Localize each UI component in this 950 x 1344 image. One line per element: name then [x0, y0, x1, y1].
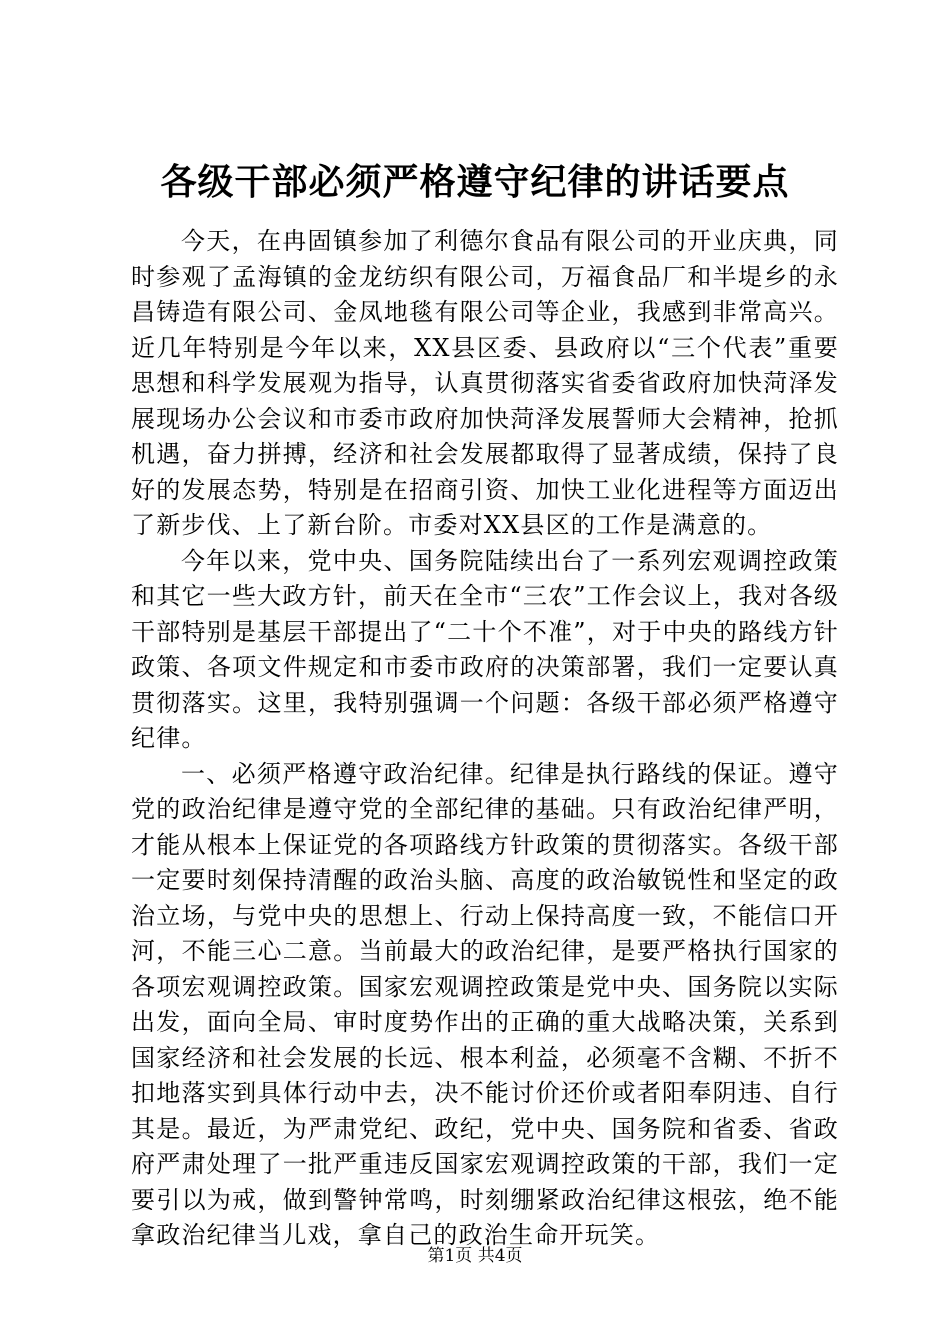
- paragraph-1: 今天，在冉固镇参加了利德尔食品有限公司的开业庆典，同时参观了孟海镇的金龙纺织有限公司，万福食品厂和半堤乡的永昌铸造有限公司、金凤地毯有限公司等企业，我感到非常高兴。近几年特别是今年以来，XX县区委、县政府以“三个代表”重要思想和科学发展观为指导，认真贯彻落实省委省政府加快菏泽发展现场办公会议和市委市政府加快菏泽发展誓师大会精神，抢抓机遇，奋力拼搏，经济和社会发展都取得了显著成绩，保持了良好的发展态势，特别是在招商引资、加快工业化进程等方面迈出了新步伐、上了新台阶。市委对XX县区的工作是满意的。: [131, 227, 839, 539]
- paragraph-3: 一、必须严格遵守政治纪律。纪律是执行路线的保证。遵守党的政治纪律是遵守党的全部纪律的基础。只有政治纪律严明，才能从根本上保证党的各项路线方针政策的贯彻落实。各级干部一定要时刻保持清醒的政治头脑、高度的政治敏锐性和坚定的政治立场，与党中央的思想上、行动上保持高度一致，不能信口开河，不能三心二意。当前最大的政治纪律，是要严格执行国家的各项宏观调控政策。国家宏观调控政策是党中央、国务院以实际出发，面向全局、审时度势作出的正确的重大战略决策，关系到国家经济和社会发展的长远、根本利益，必须毫不含糊、不折不扣地落实到具体行动中去，决不能讨价还价或者阳奉阴违、自行其是。最近，为严肃党纪、政纪，党中央、国务院和省委、省政府严肃处理了一批严重违反国家宏观调控政策的干部，我们一定要引以为戒，做到警钟常鸣，时刻绷紧政治纪律这根弦，绝不能拿政治纪律当儿戏，拿自己的政治生命开玩笑。: [131, 759, 839, 1249]
- page-number-footer: 第1页 共4页: [427, 1246, 523, 1266]
- document-body: [131, 224, 839, 1254]
- paragraph-2: 今年以来，党中央、国务院陆续出台了一系列宏观调控政策和其它一些大政方针，前天在全市“三农”工作会议上，我对各级干部特别是基层干部提出了“二十个不准”，对于中央的路线方针政策、各项文件规定和市委市政府的决策部署，我们一定要认真贯彻落实。这里，我特别强调一个问题：各级干部必须严格遵守纪律。: [131, 546, 839, 752]
- document-title: 各级干部必须严格遵守纪律的讲话要点: [160, 161, 790, 203]
